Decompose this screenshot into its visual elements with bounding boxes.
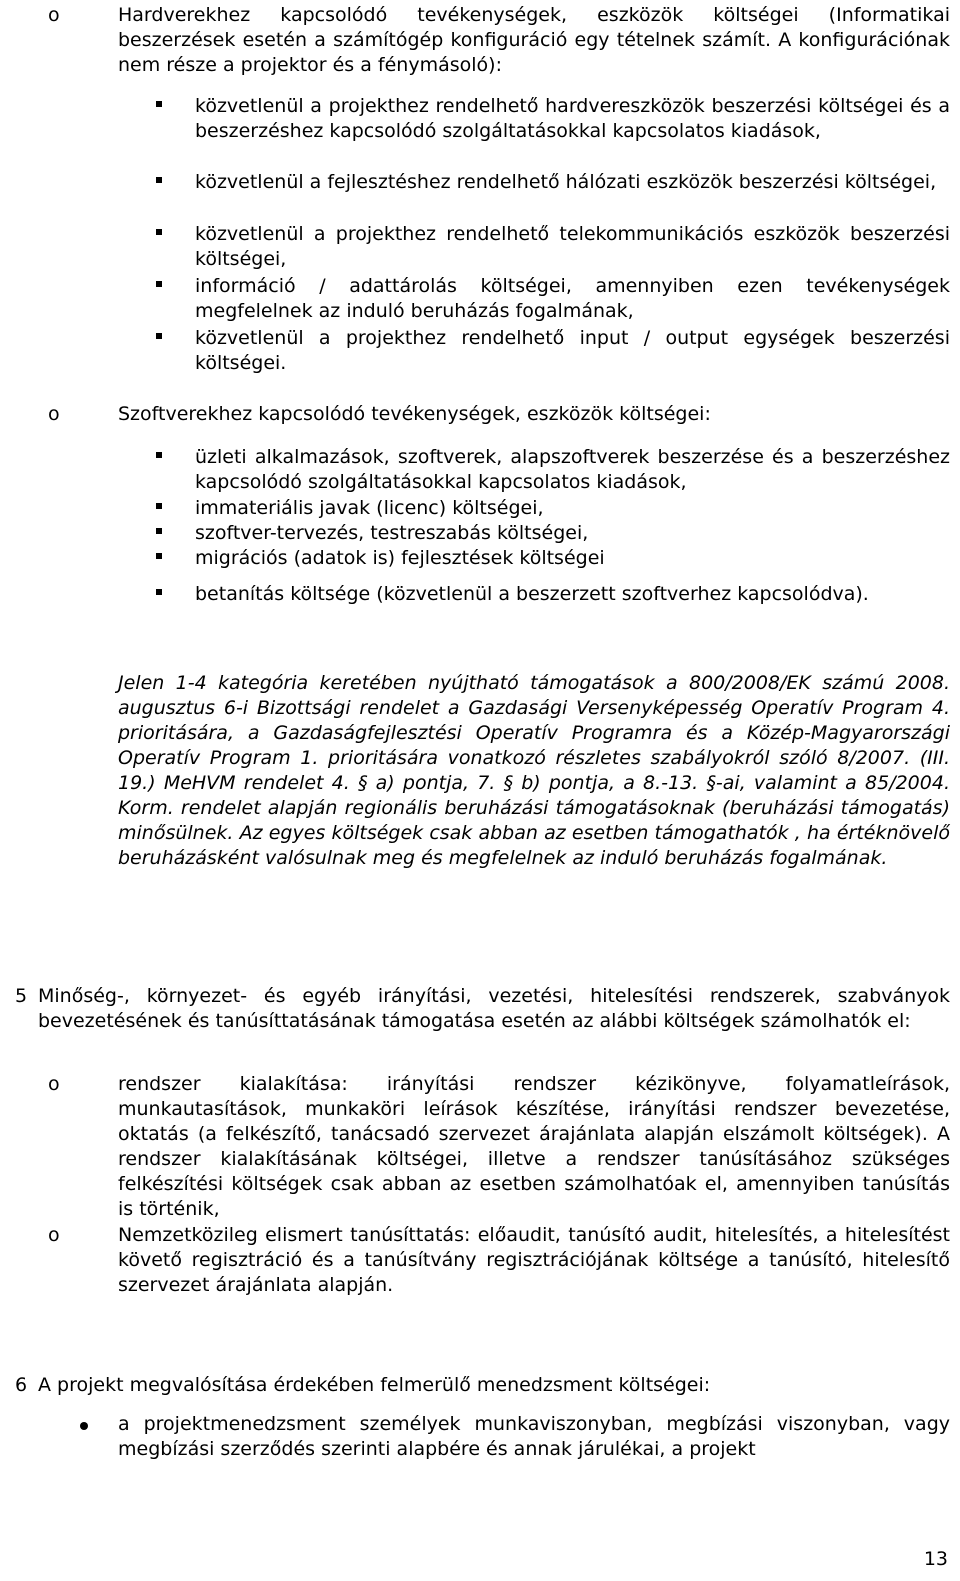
software-intro: Szoftverekhez kapcsolódó tevékenységek, eszközök költségei:: [118, 403, 711, 425]
square-bullet-icon: [156, 503, 162, 509]
funding-note: Jelen 1-4 kategória keretében nyújtható támogatások a 800/2008/EK számú 2008. augusztus 6-i Bizottsági rendelet a Gazdasági Versenyképesség Operatív Program 4. prioritására, a Gazdaságfejlesztési Operatív Programra és a Közép-Magyarországi Operatív Program 1. prioritására vonatkozó részletes szabályokról szóló 8/2007. (III. 19.) MeHVM rendelet 4. § a) pontja, 7. § b) pontja, a 8.-13. §-ai, valamint a 85/2004. Korm. rendelet alapján regionális beruházási támogatásoknak (beruházási támogatás) minősülnek. Az egyes költségek csak abban az esetben támogathatók , ha értéknövelő beruházásként valósulnak meg és megfelelnek az induló beruházás fogalmának.: [118, 672, 950, 869]
list-marker: o: [48, 403, 60, 425]
list-item: immateriális javak (licenc) költségei,: [195, 497, 544, 519]
list-item: közvetlenül a projekthez rendelhető input / output egységek beszerzési költségei.: [195, 327, 950, 374]
section-number: 6: [15, 1374, 28, 1396]
list-item: a projektmenedzsment személyek munkaviszonyban, megbízási viszonyban, vagy megbízási szerződés szerinti alapbére és annak járulékai, a projekt: [118, 1413, 950, 1460]
square-bullet-icon: [156, 452, 162, 458]
section-heading: Minőség-, környezet- és egyéb irányítási, vezetési, hitelesítési rendszerek, szabványok bevezetésének és tanúsíttatásának támogatása esetén az alábbi költségek számolhatók el:: [38, 985, 950, 1032]
section-number: 5: [15, 985, 28, 1007]
list-item: rendszer kialakítása: irányítási rendszer kézikönyve, folyamatleírások, munkautasítások, munkaköri leírások készítése, irányítási rendszer bevezetése, oktatás (a felkészítő, tanácsadó szervezet árajánlata alapján elszámolt költségek). A rendszer kialakításának költségei, illetve a rendszer tanúsításához szükséges felkészítési költségek csak abban az esetben számolhatóak el, amennyiben tanúsítás is történik,: [118, 1073, 950, 1220]
square-bullet-icon: [156, 101, 162, 107]
list-item: Nemzetközileg elismert tanúsíttatás: előaudit, tanúsító audit, hitelesítés, a hitelesítést követő regisztráció és a tanúsítvány regisztrációjának költsége a tanúsító, hitelesítő szervezet árajánlata alapján.: [118, 1224, 950, 1296]
square-bullet-icon: [156, 177, 162, 183]
square-bullet-icon: [156, 281, 162, 287]
list-item: közvetlenül a fejlesztéshez rendelhető hálózati eszközök beszerzési költségei,: [195, 171, 937, 193]
list-item: szoftver-tervezés, testreszabás költségei,: [195, 522, 589, 544]
section-heading: A projekt megvalósítása érdekében felmerülő menedzsment költségei:: [38, 1374, 711, 1396]
list-marker: o: [48, 4, 60, 26]
round-bullet-icon: [80, 1422, 88, 1430]
square-bullet-icon: [156, 589, 162, 595]
square-bullet-icon: [156, 553, 162, 559]
square-bullet-icon: [156, 528, 162, 534]
list-marker: o: [48, 1073, 60, 1095]
list-item: információ / adattárolás költségei, amennyiben ezen tevékenységek megfelelnek az induló beruházás fogalmának,: [195, 275, 950, 322]
list-item: betanítás költsége (közvetlenül a beszerzett szoftverhez kapcsolódva).: [195, 583, 869, 605]
list-marker: o: [48, 1224, 60, 1246]
hardware-intro: Hardverekhez kapcsolódó tevékenységek, eszközök költségei (Informatikai beszerzések esetén a számítógép konfiguráció egy tételnek számít. A konfigurációnak nem része a projektor és a fénymásoló):: [118, 4, 950, 76]
list-item: közvetlenül a projekthez rendelhető telekommunikációs eszközök beszerzési költségei,: [195, 223, 950, 270]
square-bullet-icon: [156, 333, 162, 339]
list-item: üzleti alkalmazások, szoftverek, alapszoftverek beszerzése és a beszerzéshez kapcsolódó szolgáltatásokkal kapcsolatos kiadások,: [195, 446, 950, 493]
list-item: migrációs (adatok is) fejlesztések költségei: [195, 547, 605, 569]
page-number: 13: [923, 1548, 948, 1570]
square-bullet-icon: [156, 229, 162, 235]
list-item: közvetlenül a projekthez rendelhető hardvereszközök beszerzési költségei és a beszerzéshez kapcsolódó szolgáltatásokkal kapcsolatos kiadások,: [195, 95, 950, 142]
